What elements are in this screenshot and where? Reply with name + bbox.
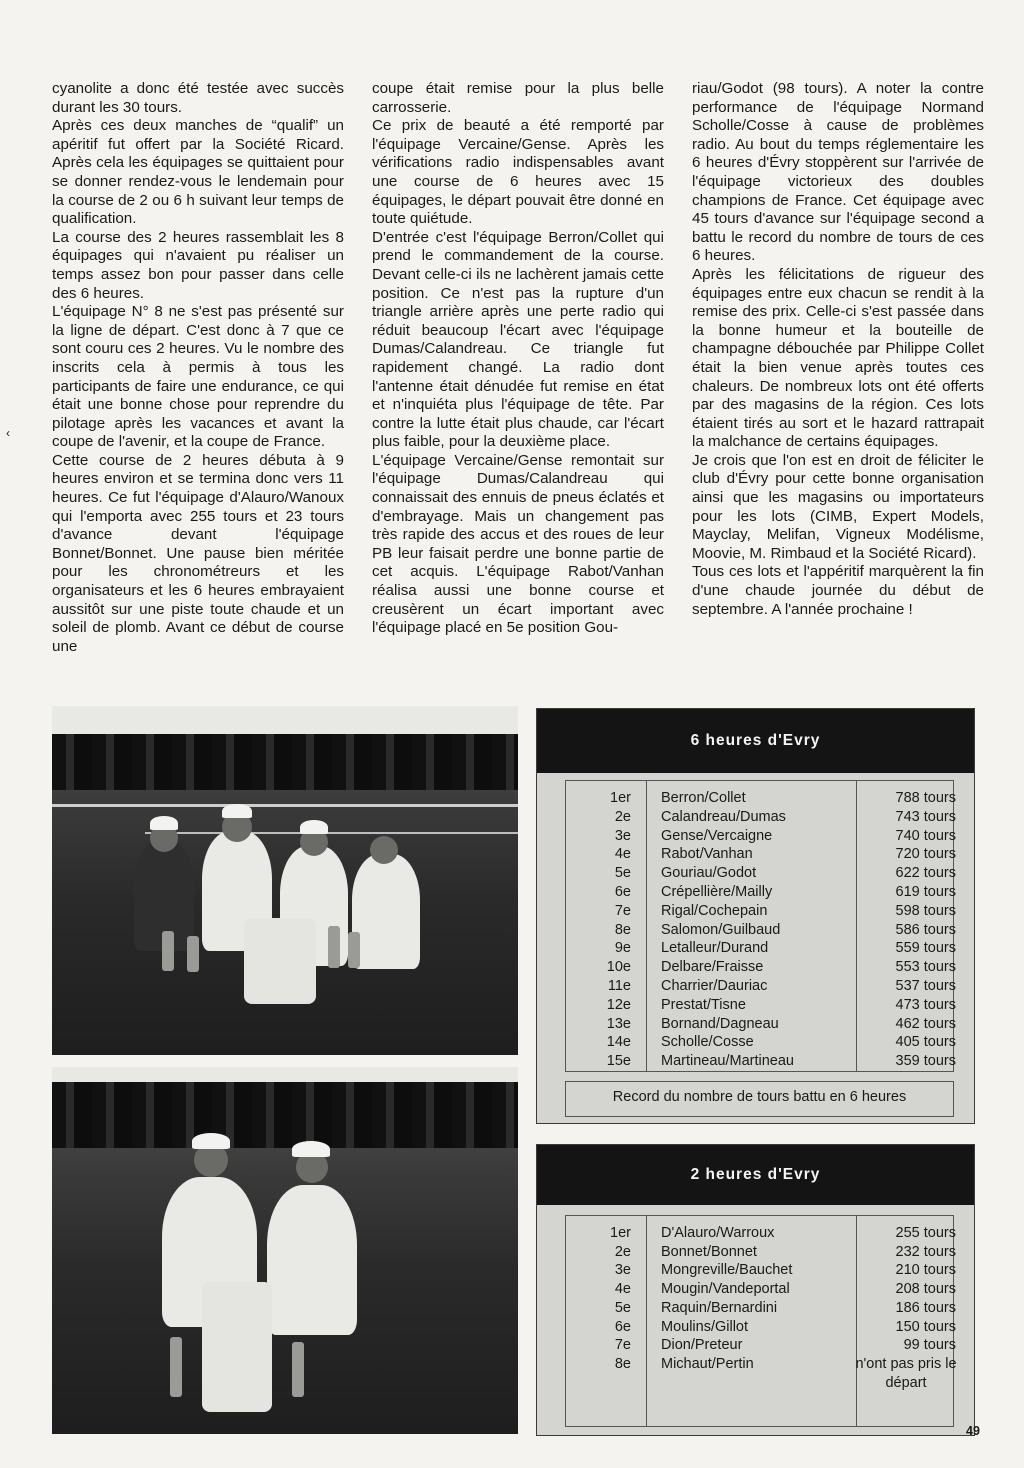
result-row [566, 1033, 956, 1052]
result-row [566, 845, 956, 864]
paragraph: riau/Godot (98 tours). A noter la contre performance de l'équipage Normand Scholle/Cosse à cause de problèmes radio. Au bout du temps réglementaire les 6 heures d'Évry stoppèrent sur l'arrivée de l'équipage victorieux des doubles champions de France. Cet équipage avec 45 tours d'avance sur l'équipage second a battu le record du nombre de tours de ces 6 heures. [692, 80, 984, 265]
result-row [566, 996, 956, 1015]
result-score: 405 tours [895, 1034, 956, 1051]
result-row [566, 1261, 956, 1280]
result-team: Rabot/Vanhan [661, 846, 753, 863]
result-score: 537 tours [895, 978, 956, 994]
result-rank: 7e [614, 902, 631, 919]
paragraph: Je crois que l'on est en droit de féliciter le club d'Évry pour cette bonne organisation ainsi que les magasins ou importateurs pour les lots (CIMB, Expert Models, Mayclay, Melifan, Vigneux Modélisme, Moovie, M. Rimbaud et la Société Ricard). [692, 451, 984, 562]
result-score: 473 tours [895, 996, 956, 1013]
result-team: Prestat/Tisne [661, 996, 746, 1013]
result-row [566, 1052, 956, 1071]
paragraph: L'équipage Vercaine/Gense remontait sur l'équipage Dumas/Calandreau qui connaissait des ennuis de pneus éclatés et d'embrayage. Mais un changement pas très rapide des accus et des roues de leur PB leur faisait perdre une bonne partie de cet acquis. L'équipage Rabot/Vanhan réalisa aussi une bonne course et creusèrent un écart important avec l'équipage placé en 5e position Gou- [372, 451, 664, 637]
result-row [566, 1299, 956, 1318]
result-score: 720 tours [895, 846, 956, 863]
result-row [566, 808, 956, 827]
result-rank: 4e [614, 1281, 631, 1298]
result-score: 210 tours [895, 1262, 956, 1279]
result-rank: 3e [614, 827, 631, 844]
results-2h-title: 2 heures d'Evry [537, 1145, 974, 1205]
result-rank: 2e [614, 1243, 631, 1260]
result-row [566, 883, 956, 902]
result-row [566, 958, 956, 977]
paragraph: Après les félicitations de rigueur des équipages entre eux chacun se rendit à la remise des prix. Celle-ci s'est passée dans la bonne humeur et la bouteille de champagne débouchée par Philippe Collet était la bien venue après toutes ces chaleurs. De nombreux lots ont été offerts par des magasins de la région. Ces lots étaient tirés au sort et le hazard rattrapait la malchance de certains équipages. [692, 265, 984, 451]
result-rank: 6e [614, 1318, 631, 1335]
results-6h-title: 6 heures d'Evry [537, 709, 974, 773]
result-score: 619 tours [895, 884, 956, 900]
result-score: 622 tours [895, 865, 956, 882]
result-row [566, 789, 956, 808]
result-team: Bornand/Dagneau [661, 1015, 779, 1032]
result-rank: 5e [614, 1299, 631, 1316]
paragraph: D'entrée c'est l'équipage Berron/Collet qui prend le commandement de la course. Devant celle-ci ils ne lachèrent jamais cette position. Ce n'est pas la rupture d'un triangle arrière après une perte radio qui réduit beaucoup l'écart avec l'équipage Dumas/Calandreau. Ce triangle fut rapidement changé. La radio dont l'antenne était dénudée fut remise en état et n'inquiéta plus l'équipage de tête. Par contre la lutte était plus chaude, car l'écart plus faible, pour la deuxième place. [372, 228, 664, 451]
result-rank: 7e [614, 1337, 631, 1354]
result-team: Moulins/Gillot [661, 1318, 749, 1335]
result-team: Mougin/Vandeportal [661, 1281, 790, 1298]
result-rank: 4e [614, 846, 631, 863]
article-column-2 [372, 80, 664, 638]
photo-winners-2h [52, 1067, 518, 1434]
result-team: Scholle/Cosse [661, 1034, 754, 1051]
result-rank: 1er [610, 1225, 631, 1241]
result-row [566, 1280, 956, 1299]
result-team: Letalleur/Durand [661, 940, 769, 957]
result-team: Charrier/Dauriac [661, 978, 768, 994]
result-team: Salomon/Guilbaud [661, 921, 781, 938]
result-team: Michaut/Pertin [661, 1355, 754, 1372]
result-rank: 11e [607, 978, 631, 994]
result-score: 598 tours [895, 902, 956, 919]
result-team: Gouriau/Godot [661, 865, 757, 882]
result-team: Crépellière/Mailly [661, 884, 773, 900]
result-rank: 13e [606, 1015, 631, 1032]
result-rank: 10e [606, 959, 631, 976]
result-rank: 15e [606, 1053, 631, 1070]
photo-winners-6h [52, 706, 518, 1055]
result-score: n'ont pas pris le départ [855, 1355, 957, 1391]
result-score: 743 tours [895, 808, 956, 825]
result-rank: 5e [614, 865, 631, 882]
result-team: Gense/Vercaigne [661, 827, 773, 844]
result-team: Berron/Collet [661, 790, 746, 806]
result-rank: 9e [614, 940, 631, 957]
paragraph: Ce prix de beauté a été remporté par l'équipage Vercaine/Gense. Après les vérifications radio indispensables avant une course de 6 heures avec 15 équipages, le départ pouvait être donné en toute quiétude. [372, 117, 664, 228]
result-team: Delbare/Fraisse [661, 959, 764, 976]
result-score: 208 tours [895, 1281, 956, 1298]
record-note: Record du nombre de tours battu en 6 heures [612, 1089, 907, 1105]
result-row [566, 1318, 956, 1337]
result-score: 559 tours [895, 940, 956, 957]
result-rank: 14e [606, 1034, 631, 1051]
result-score: 99 tours [903, 1337, 956, 1354]
result-row [566, 827, 956, 846]
result-row [566, 1243, 956, 1262]
result-score: 788 tours [895, 790, 956, 806]
result-rank: 12e [606, 996, 631, 1013]
result-score: 740 tours [895, 827, 956, 844]
paragraph: Après ces deux manches de “qualif” un apéritif fut offert par la Société Ricard. Après cela les équipages se quittaient pour se donner rendez-vous le lendemain pour la course de 2 ou 6 h suivant leur temps de qualification. [52, 117, 344, 228]
result-row [566, 864, 956, 883]
results-2h-table [565, 1215, 957, 1427]
result-score: 462 tours [895, 1015, 956, 1032]
result-score: 255 tours [895, 1225, 956, 1241]
results-6h-box [536, 708, 975, 1124]
result-score: 232 tours [895, 1243, 956, 1260]
result-score: 586 tours [895, 921, 956, 938]
result-team: Mongreville/Bauchet [661, 1262, 793, 1279]
result-team: Calandreau/Dumas [661, 808, 786, 825]
result-team: Dion/Preteur [661, 1337, 743, 1354]
result-score: 359 tours [895, 1053, 956, 1070]
result-team: Bonnet/Bonnet [661, 1243, 757, 1260]
result-score: 150 tours [895, 1318, 956, 1335]
result-score: 553 tours [895, 959, 956, 976]
record-note-frame [565, 1081, 954, 1117]
paragraph: La course des 2 heures rassemblait les 8 équipages qui n'avaient pu réaliser un temps assez bon pour passer dans celle des 6 heures. [52, 228, 344, 302]
result-row [566, 939, 956, 958]
page-number: 49 [966, 1424, 980, 1438]
result-team: Martineau/Martineau [661, 1053, 794, 1070]
paragraph: L'équipage N° 8 ne s'est pas présenté sur la ligne de départ. C'est donc à 7 que ce sont couru ces 2 heures. Vu le nombre des inscrits cela à permis à tous les participants de faire une endurance, ce qui était une bonne chose pour reprendre du pilotage après les vacances et avant la coupe de l'avenir, et la coupe de France. [52, 303, 344, 451]
paragraph: cyanolite a donc été testée avec succès durant les 30 tours. [52, 80, 344, 116]
article-column-1 [52, 80, 344, 656]
result-rank: 3e [614, 1262, 631, 1279]
result-row [566, 921, 956, 940]
result-team: Raquin/Bernardini [661, 1299, 778, 1316]
paragraph: Cette course de 2 heures débuta à 9 heures environ et se termina donc vers 11 heures. Ce fut l'équipage d'Alauro/Wanoux qui l'emporta avec 255 tours et 23 tours d'avance devant l'équipage Bonnet/Bonnet. Une pause bien méritée pour les chronométreurs et les organisateurs et les 6 heures embrayaient aussitôt sur une piste toute chaude et un soleil de plomb. Avant ce début de course une [52, 451, 344, 655]
result-team: Rigal/Cochepain [661, 902, 768, 919]
result-row [566, 1336, 956, 1355]
paragraph: Tous ces lots et l'appéritif marquèrent la fin d'une chaude journée du début de septembre. A l'année prochaine ! [692, 563, 984, 618]
result-row [566, 1224, 956, 1243]
results-2h-box [536, 1144, 975, 1436]
result-row [566, 902, 956, 921]
result-rank: 8e [614, 1355, 631, 1372]
paragraph: coupe était remise pour la plus belle carrosserie. [372, 80, 664, 116]
result-score: 186 tours [895, 1299, 956, 1316]
results-6h-table [565, 780, 954, 1072]
article-column-3 [692, 80, 984, 619]
result-team: D'Alauro/Warroux [661, 1225, 775, 1241]
result-row [566, 977, 956, 996]
result-rank: 2e [614, 808, 631, 825]
result-row [566, 1015, 956, 1034]
result-row [566, 1355, 957, 1391]
margin-mark: ‹ [6, 426, 10, 440]
result-rank: 8e [614, 921, 631, 938]
result-rank: 1er [610, 790, 631, 806]
result-rank: 6e [614, 884, 631, 900]
